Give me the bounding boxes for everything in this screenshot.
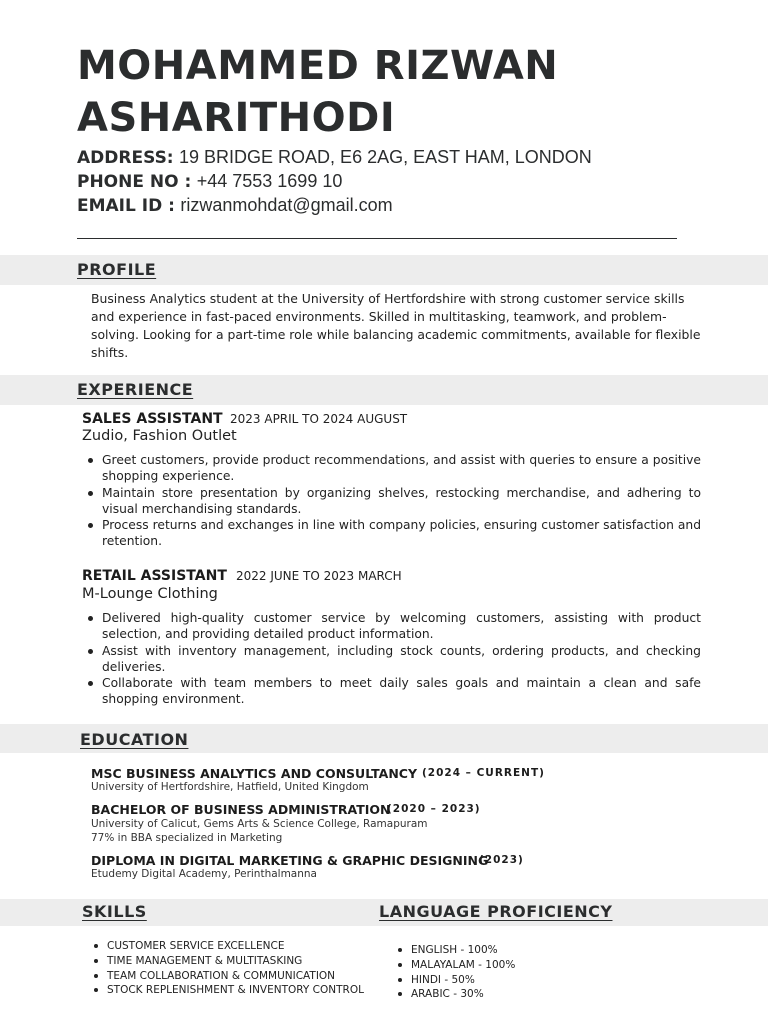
skill-item: CUSTOMER SERVICE EXCELLENCE <box>107 939 364 954</box>
phone-value: +44 7553 1699 10 <box>196 171 343 191</box>
experience-heading: EXPERIENCE <box>77 380 194 399</box>
language-item: ENGLISH - 100% <box>411 943 515 958</box>
address-row <box>77 147 592 168</box>
language-item: HINDI - 50% <box>411 973 515 988</box>
skills-heading: SKILLS <box>82 902 147 921</box>
languages-list <box>411 943 515 1002</box>
job-bullet: Assist with inventory management, including stock counts, ordering products, and checking deliveries. <box>102 643 701 674</box>
job-bullet: Delivered high-quality customer service by welcoming customers, assisting with product selection, and providing detailed product information. <box>102 611 701 642</box>
name-first-line: MOHAMMED RIZWAN <box>77 43 559 89</box>
phone-row <box>77 171 342 192</box>
job-company: Zudio, Fashion Outlet <box>82 428 237 444</box>
job-bullet-list <box>102 610 701 708</box>
degree-title: DIPLOMA IN DIGITAL MARKETING & GRAPHIC DESIGNING <box>91 853 489 868</box>
degree-title: BACHELOR OF BUSINESS ADMINISTRATION <box>91 802 391 817</box>
job-title: RETAIL ASSISTANT <box>82 568 227 584</box>
job-title: SALES ASSISTANT <box>82 411 223 427</box>
degree-title: MSC BUSINESS ANALYTICS AND CONSULTANCY <box>91 766 418 781</box>
email-row <box>77 195 393 216</box>
skills-list <box>107 939 364 998</box>
header-divider <box>77 238 677 239</box>
name-last-line: ASHARITHODI <box>77 95 396 141</box>
degree-years: (2020 – 2023) <box>387 803 481 815</box>
job-bullet: Maintain store presentation by organizing shelves, restocking merchandise, and adhering to visual merchandising standards. <box>102 485 701 516</box>
job-dates: 2022 JUNE TO 2023 MARCH <box>236 569 402 583</box>
address-value: 19 BRIDGE ROAD, E6 2AG, EAST HAM, LONDON <box>179 147 592 167</box>
skill-item: TEAM COLLABORATION & COMMUNICATION <box>107 969 364 984</box>
languages-heading: LANGUAGE PROFICIENCY <box>379 902 613 921</box>
profile-heading: PROFILE <box>77 260 157 279</box>
job-bullet: Collaborate with team members to meet daily sales goals and maintain a clean and safe shopping environment. <box>102 676 701 707</box>
degree-years: (2024 – CURRENT) <box>422 767 545 779</box>
job-bullet: Greet customers, provide product recommendations, and assist with queries to ensure a positive shopping experience. <box>102 453 701 484</box>
email-label: EMAIL ID : <box>77 196 175 216</box>
education-heading: EDUCATION <box>80 730 189 749</box>
skill-item: STOCK REPLENISHMENT & INVENTORY CONTROL <box>107 984 364 997</box>
degree-detail: University of Calicut, Gems Arts & Science College, Ramapuram <box>91 818 428 830</box>
degree-detail: Etudemy Digital Academy, Perinthalmanna <box>91 868 317 880</box>
job-dates: 2023 APRIL TO 2024 AUGUST <box>230 412 408 426</box>
job-company: M-Lounge Clothing <box>82 586 218 602</box>
degree-years: (2023) <box>479 854 524 866</box>
degree-detail: 77% in BBA specialized in Marketing <box>91 832 283 844</box>
job-bullet-list <box>102 452 701 550</box>
language-item: MALAYALAM - 100% <box>411 958 516 971</box>
address-label: ADDRESS: <box>77 148 174 168</box>
job-bullet: Process returns and exchanges in line with company policies, ensuring customer satisfaction and retention. <box>102 518 701 549</box>
degree-detail: University of Hertfordshire, Hatfield, United Kingdom <box>91 781 369 793</box>
email-value[interactable]: rizwanmohdat@gmail.com <box>180 195 393 215</box>
language-item: ARABIC - 30% <box>411 987 515 1002</box>
profile-text: Business Analytics student at the University of Hertfordshire with strong customer service skills and experience in fast-paced environments. Skilled in multitasking, teamwork, and problem-solving. Looking for a part-time role while balancing academic commitments, available for flexible shifts. <box>91 291 701 360</box>
skill-item: TIME MANAGEMENT & MULTITASKING <box>107 954 364 969</box>
phone-label: PHONE NO : <box>77 172 192 192</box>
